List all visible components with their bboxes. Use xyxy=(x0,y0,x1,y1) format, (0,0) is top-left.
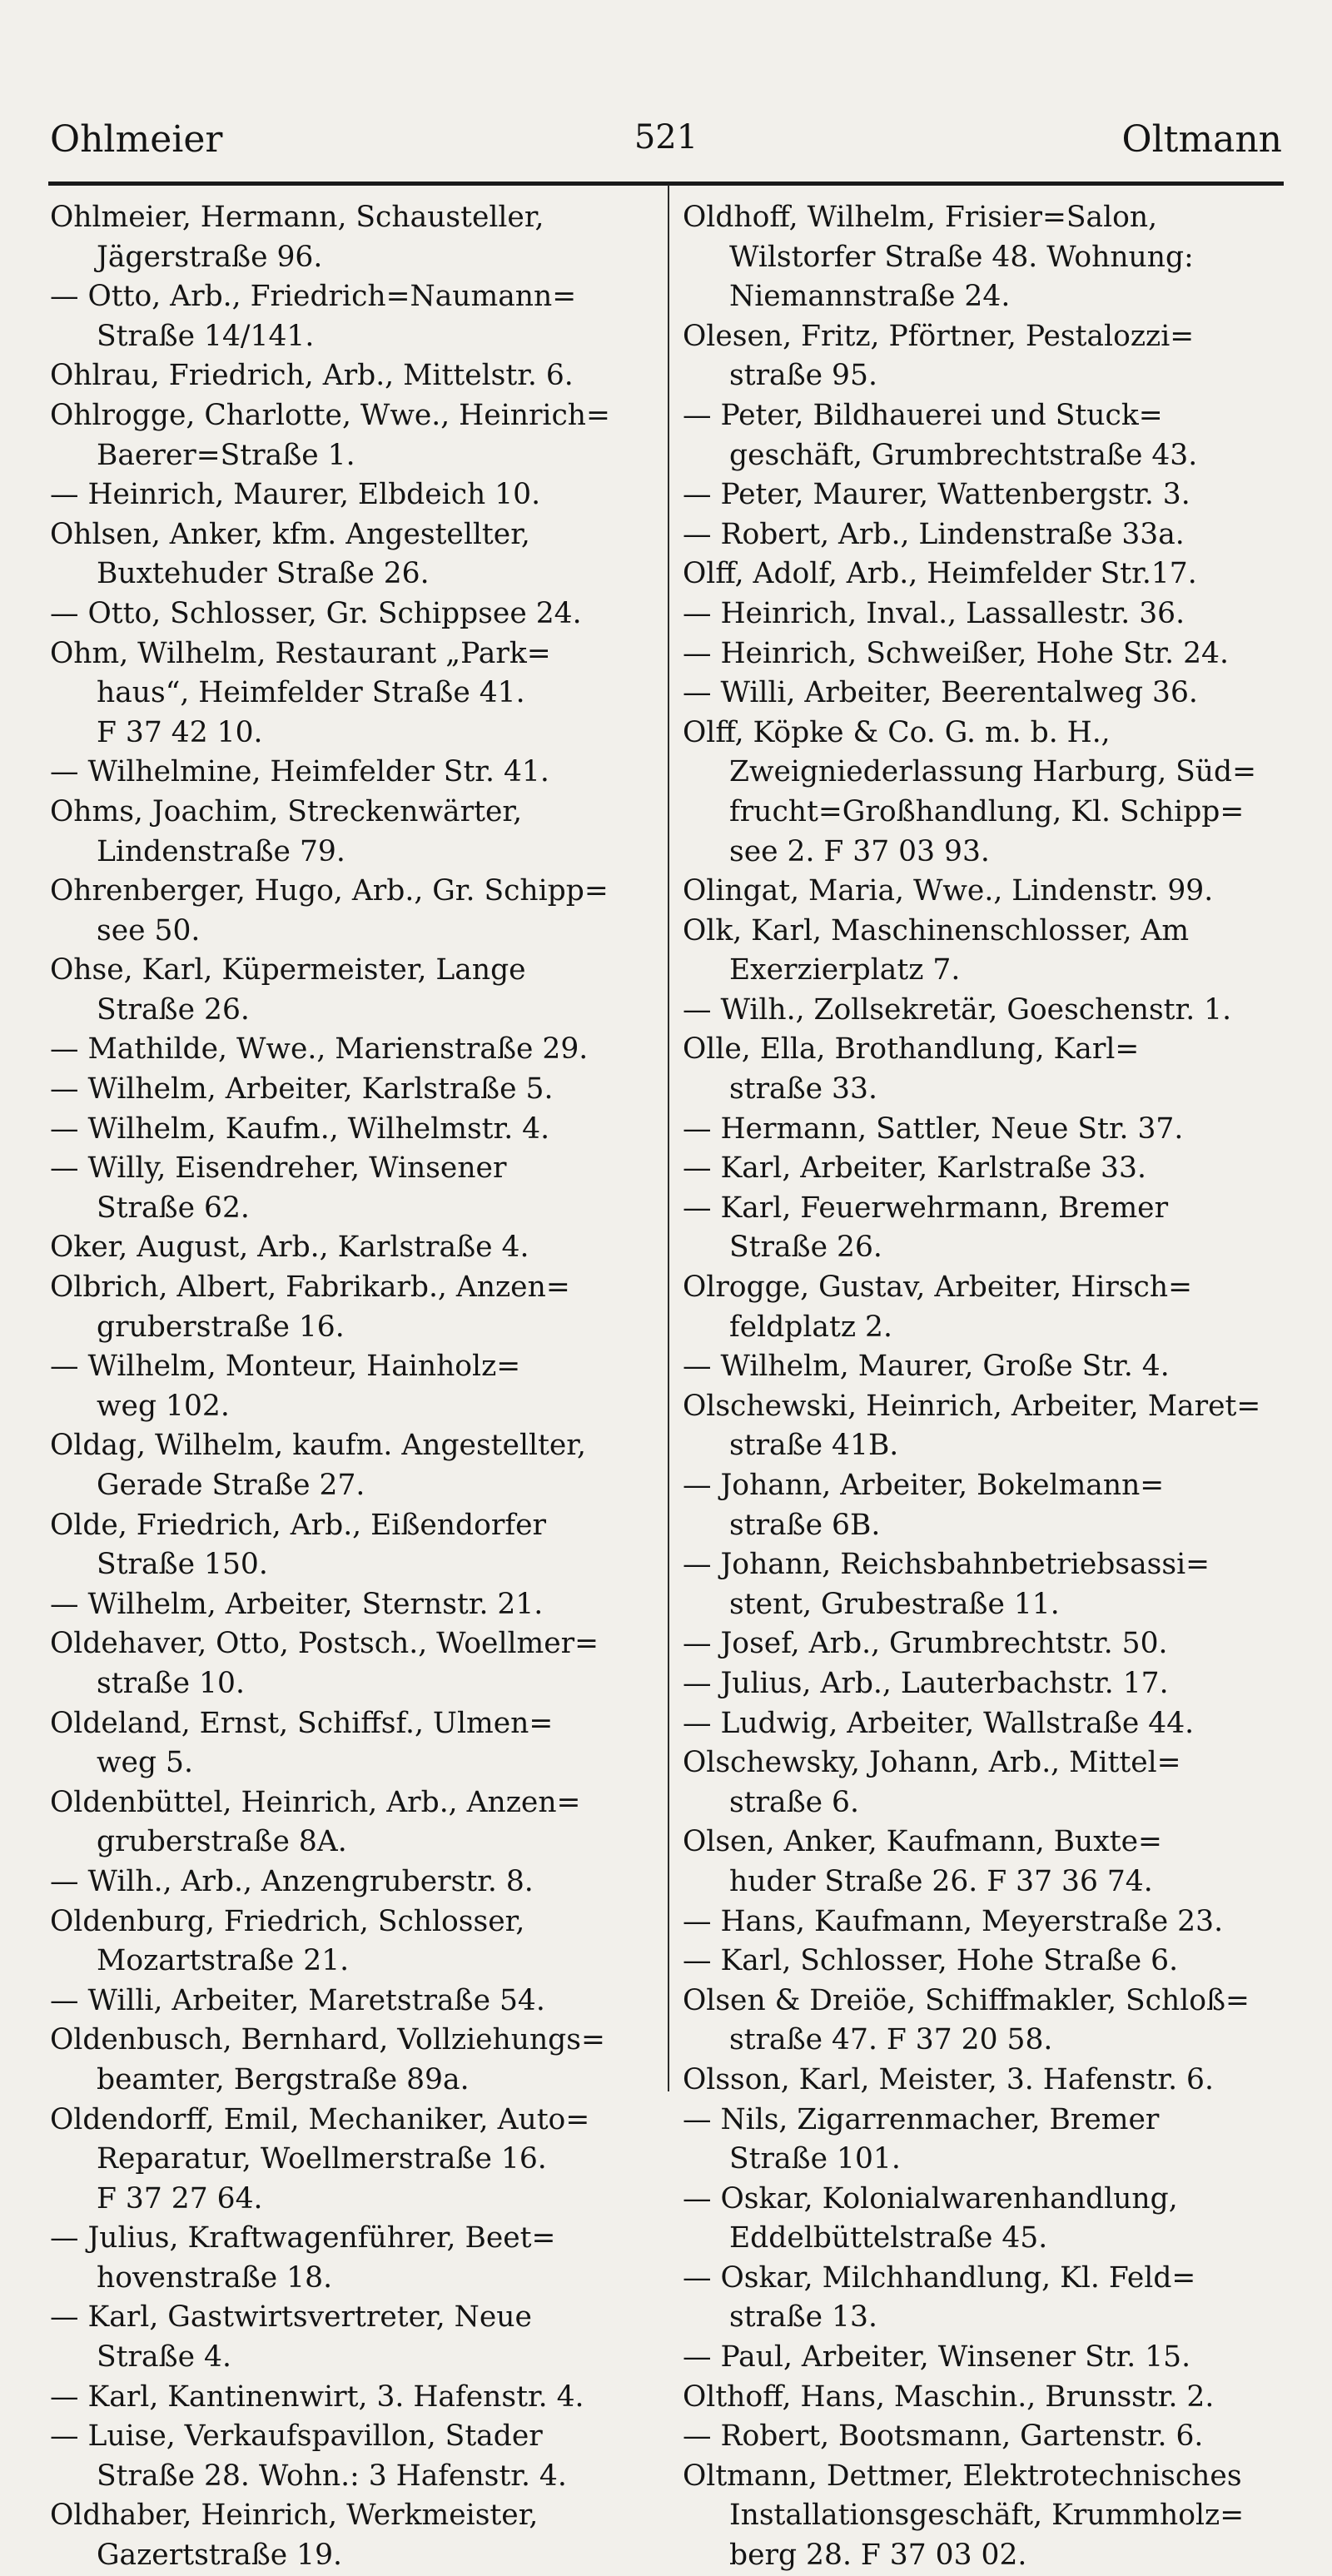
directory-entry: Ohlmeier, Hermann, Schausteller, Jägerstraße 96. xyxy=(50,201,544,274)
directory-entry: Oldehaver, Otto, Postsch., Woellmer= straße 10. xyxy=(50,1627,599,1700)
directory-entry: Ohlsen, Anker, kfm. Angestellter, Buxtehuder Straße 26. xyxy=(50,517,530,591)
directory-entry: Ohse, Karl, Küpermeister, Lange Straße 26. xyxy=(50,953,526,1027)
left-column xyxy=(50,198,659,2576)
directory-entry: — Peter, Bildhauerei und Stuck= geschäft, Grumbrechtstraße 43. xyxy=(683,398,1198,472)
directory-entry: — Wilhelm, Maurer, Große Str. 4. xyxy=(683,1350,1170,1384)
directory-entry: — Willi, Arbeiter, Maretstraße 54. xyxy=(50,1983,545,2017)
directory-entry: — Wilh., Zollsekretär, Goeschenstr. 1. xyxy=(683,992,1232,1027)
directory-entry: — Heinrich, Schweißer, Hohe Str. 24. xyxy=(683,636,1229,670)
directory-entry: Ohlrogge, Charlotte, Wwe., Heinrich= Baerer=Straße 1. xyxy=(50,398,610,472)
header-left-keyword: Ohlmeier xyxy=(50,118,223,161)
directory-entry: — Willi, Arbeiter, Beerentalweg 36. xyxy=(683,676,1198,710)
directory-entry: Olsson, Karl, Meister, 3. Hafenstr. 6. xyxy=(683,2062,1214,2096)
directory-entry: Olff, Adolf, Arb., Heimfelder Str.17. xyxy=(683,557,1197,591)
directory-entry: — Willy, Eisendreher, Winsener Straße 62. xyxy=(50,1151,507,1225)
directory-entry: — Julius, Arb., Lauterbachstr. 17. xyxy=(683,1666,1169,1700)
directory-entry: — Karl, Schlosser, Hohe Straße 6. xyxy=(683,1944,1179,1978)
directory-entry: Oldenbüttel, Heinrich, Arb., Anzen= gruberstraße 8A. xyxy=(50,1785,581,1859)
directory-entry: Oldeland, Ernst, Schiffsf., Ulmen= weg 5. xyxy=(50,1706,554,1780)
directory-entry: Oltmann, Dettmer, Elektrotechnisches Installationsgeschäft, Krummholz= berg 28. F 37 03 02. xyxy=(683,2459,1245,2573)
directory-entry: Olingat, Maria, Wwe., Lindenstr. 99. xyxy=(683,874,1214,908)
directory-entry: — Ludwig, Arbeiter, Wallstraße 44. xyxy=(683,1706,1195,1740)
directory-entry: Ohm, Wilhelm, Restaurant „Park= haus“, Heimfelder Straße 41. F 37 42 10. xyxy=(50,636,551,749)
header-right-keyword: Oltmann xyxy=(1121,118,1282,161)
directory-entry: — Otto, Schlosser, Gr. Schippsee 24. xyxy=(50,596,582,630)
header-rule xyxy=(48,182,1284,186)
directory-entry: Olff, Köpke & Co. G. m. b. H., Zweigniederlassung Harburg, Süd= frucht=Großhandlung, Kl. Schipp= see 2. F 37 03 93. xyxy=(683,715,1257,868)
directory-entry: — Julius, Kraftwagenführer, Beet= hovenstraße 18. xyxy=(50,2221,556,2295)
directory-entry: Oker, August, Arb., Karlstraße 4. xyxy=(50,1231,529,1265)
directory-entry: Oldenburg, Friedrich, Schlosser, Mozartstraße 21. xyxy=(50,1904,525,1978)
right-column xyxy=(683,198,1292,2576)
directory-entry: Ohms, Joachim, Streckenwärter, Lindenstraße 79. xyxy=(50,794,523,868)
directory-entry: — Wilhelmine, Heimfelder Str. 41. xyxy=(50,755,549,789)
directory-entry: — Hermann, Sattler, Neue Str. 37. xyxy=(683,1111,1184,1146)
directory-entry: — Mathilde, Wwe., Marienstraße 29. xyxy=(50,1032,589,1067)
directory-entry: Olsen, Anker, Kaufmann, Buxte= huder Straße 26. F 37 36 74. xyxy=(683,1825,1162,1898)
column-divider xyxy=(668,185,669,2091)
directory-entry: — Hans, Kaufmann, Meyerstraße 23. xyxy=(683,1904,1224,1938)
page-number: 521 xyxy=(634,118,698,157)
directory-entry: — Robert, Bootsmann, Gartenstr. 6. xyxy=(683,2419,1204,2454)
directory-entry: — Johann, Arbeiter, Bokelmann= straße 6B. xyxy=(683,1469,1165,1542)
directory-entry: — Karl, Gastwirtsvertreter, Neue Straße 4. xyxy=(50,2300,532,2375)
directory-entry: — Paul, Arbeiter, Winsener Str. 15. xyxy=(683,2340,1191,2375)
directory-entry: — Luise, Verkaufspavillon, Stader Straße 28. Wohn.: 3 Hafenstr. 4. xyxy=(50,2419,567,2493)
directory-entry: Oldhoff, Wilhelm, Frisier=Salon, Wilstorfer Straße 48. Wohnung: Niemannstraße 24. xyxy=(683,201,1194,314)
directory-entry: — Wilhelm, Arbeiter, Sternstr. 21. xyxy=(50,1587,544,1621)
directory-entry: Olschewski, Heinrich, Arbeiter, Maret= straße 41B. xyxy=(683,1389,1261,1463)
directory-entry: — Wilh., Arb., Anzengruberstr. 8. xyxy=(50,1864,534,1898)
directory-entry: — Karl, Arbeiter, Karlstraße 33. xyxy=(683,1151,1146,1186)
directory-entry: Oldhaber, Heinrich, Werkmeister, Gazertstraße 19. xyxy=(50,2499,539,2573)
directory-entry: — Nils, Zigarrenmacher, Bremer Straße 101. xyxy=(683,2102,1160,2176)
directory-entry: — Karl, Feuerwehrmann, Bremer Straße 26. xyxy=(683,1191,1169,1265)
directory-entry: Olle, Ella, Brothandlung, Karl= straße 33. xyxy=(683,1032,1140,1106)
directory-entry: Olrogge, Gustav, Arbeiter, Hirsch= feldplatz 2. xyxy=(683,1271,1192,1344)
directory-entry: Ohrenberger, Hugo, Arb., Gr. Schipp= see 50. xyxy=(50,874,609,947)
directory-entry: Olthoff, Hans, Maschin., Brunsstr. 2. xyxy=(683,2380,1215,2414)
directory-entry: Oldenbusch, Bernhard, Vollziehungs= beamter, Bergstraße 89a. xyxy=(50,2023,605,2096)
directory-entry: — Heinrich, Maurer, Elbdeich 10. xyxy=(50,478,541,512)
directory-entry: — Wilhelm, Arbeiter, Karlstraße 5. xyxy=(50,1072,554,1106)
directory-entry: — Oskar, Kolonialwarenhandlung, Eddelbüttelstraße 45. xyxy=(683,2181,1178,2255)
page-header xyxy=(50,118,1282,177)
directory-entry: — Johann, Reichsbahnbetriebsassi= stent, Grubestraße 11. xyxy=(683,1548,1210,1621)
directory-entry: Olschewsky, Johann, Arb., Mittel= straße 6. xyxy=(683,1746,1181,1819)
directory-entry: Olsen & Dreiöe, Schiffmakler, Schloß= straße 47. F 37 20 58. xyxy=(683,1983,1250,2057)
directory-entry: Olesen, Fritz, Pförtner, Pestalozzi= straße 95. xyxy=(683,319,1195,393)
directory-entry: — Robert, Arb., Lindenstraße 33a. xyxy=(683,517,1185,551)
directory-entry: Olbrich, Albert, Fabrikarb., Anzen= gruberstraße 16. xyxy=(50,1271,570,1344)
directory-entry: — Otto, Arb., Friedrich=Naumann= Straße 14/141. xyxy=(50,280,577,353)
directory-entry: — Karl, Kantinenwirt, 3. Hafenstr. 4. xyxy=(50,2380,584,2414)
directory-entry: — Heinrich, Inval., Lassallestr. 36. xyxy=(683,596,1185,630)
directory-entry: — Wilhelm, Kaufm., Wilhelmstr. 4. xyxy=(50,1111,550,1146)
directory-entry: — Josef, Arb., Grumbrechtstr. 50. xyxy=(683,1627,1168,1661)
directory-entry: — Peter, Maurer, Wattenbergstr. 3. xyxy=(683,478,1190,512)
directory-entry: Oldag, Wilhelm, kaufm. Angestellter, Gerade Straße 27. xyxy=(50,1429,586,1502)
directory-entry: Olde, Friedrich, Arb., Eißendorfer Straße 150. xyxy=(50,1508,547,1582)
directory-entry: — Oskar, Milchhandlung, Kl. Feld= straße 13. xyxy=(683,2260,1196,2335)
directory-entry: Oldendorff, Emil, Mechaniker, Auto= Reparatur, Woellmerstraße 16. F 37 27 64. xyxy=(50,2102,590,2215)
directory-entry: Ohlrau, Friedrich, Arb., Mittelstr. 6. xyxy=(50,359,574,393)
directory-entry: — Wilhelm, Monteur, Hainholz= weg 102. xyxy=(50,1350,521,1423)
directory-entry: Olk, Karl, Maschinenschlosser, Am Exerzierplatz 7. xyxy=(683,913,1190,987)
